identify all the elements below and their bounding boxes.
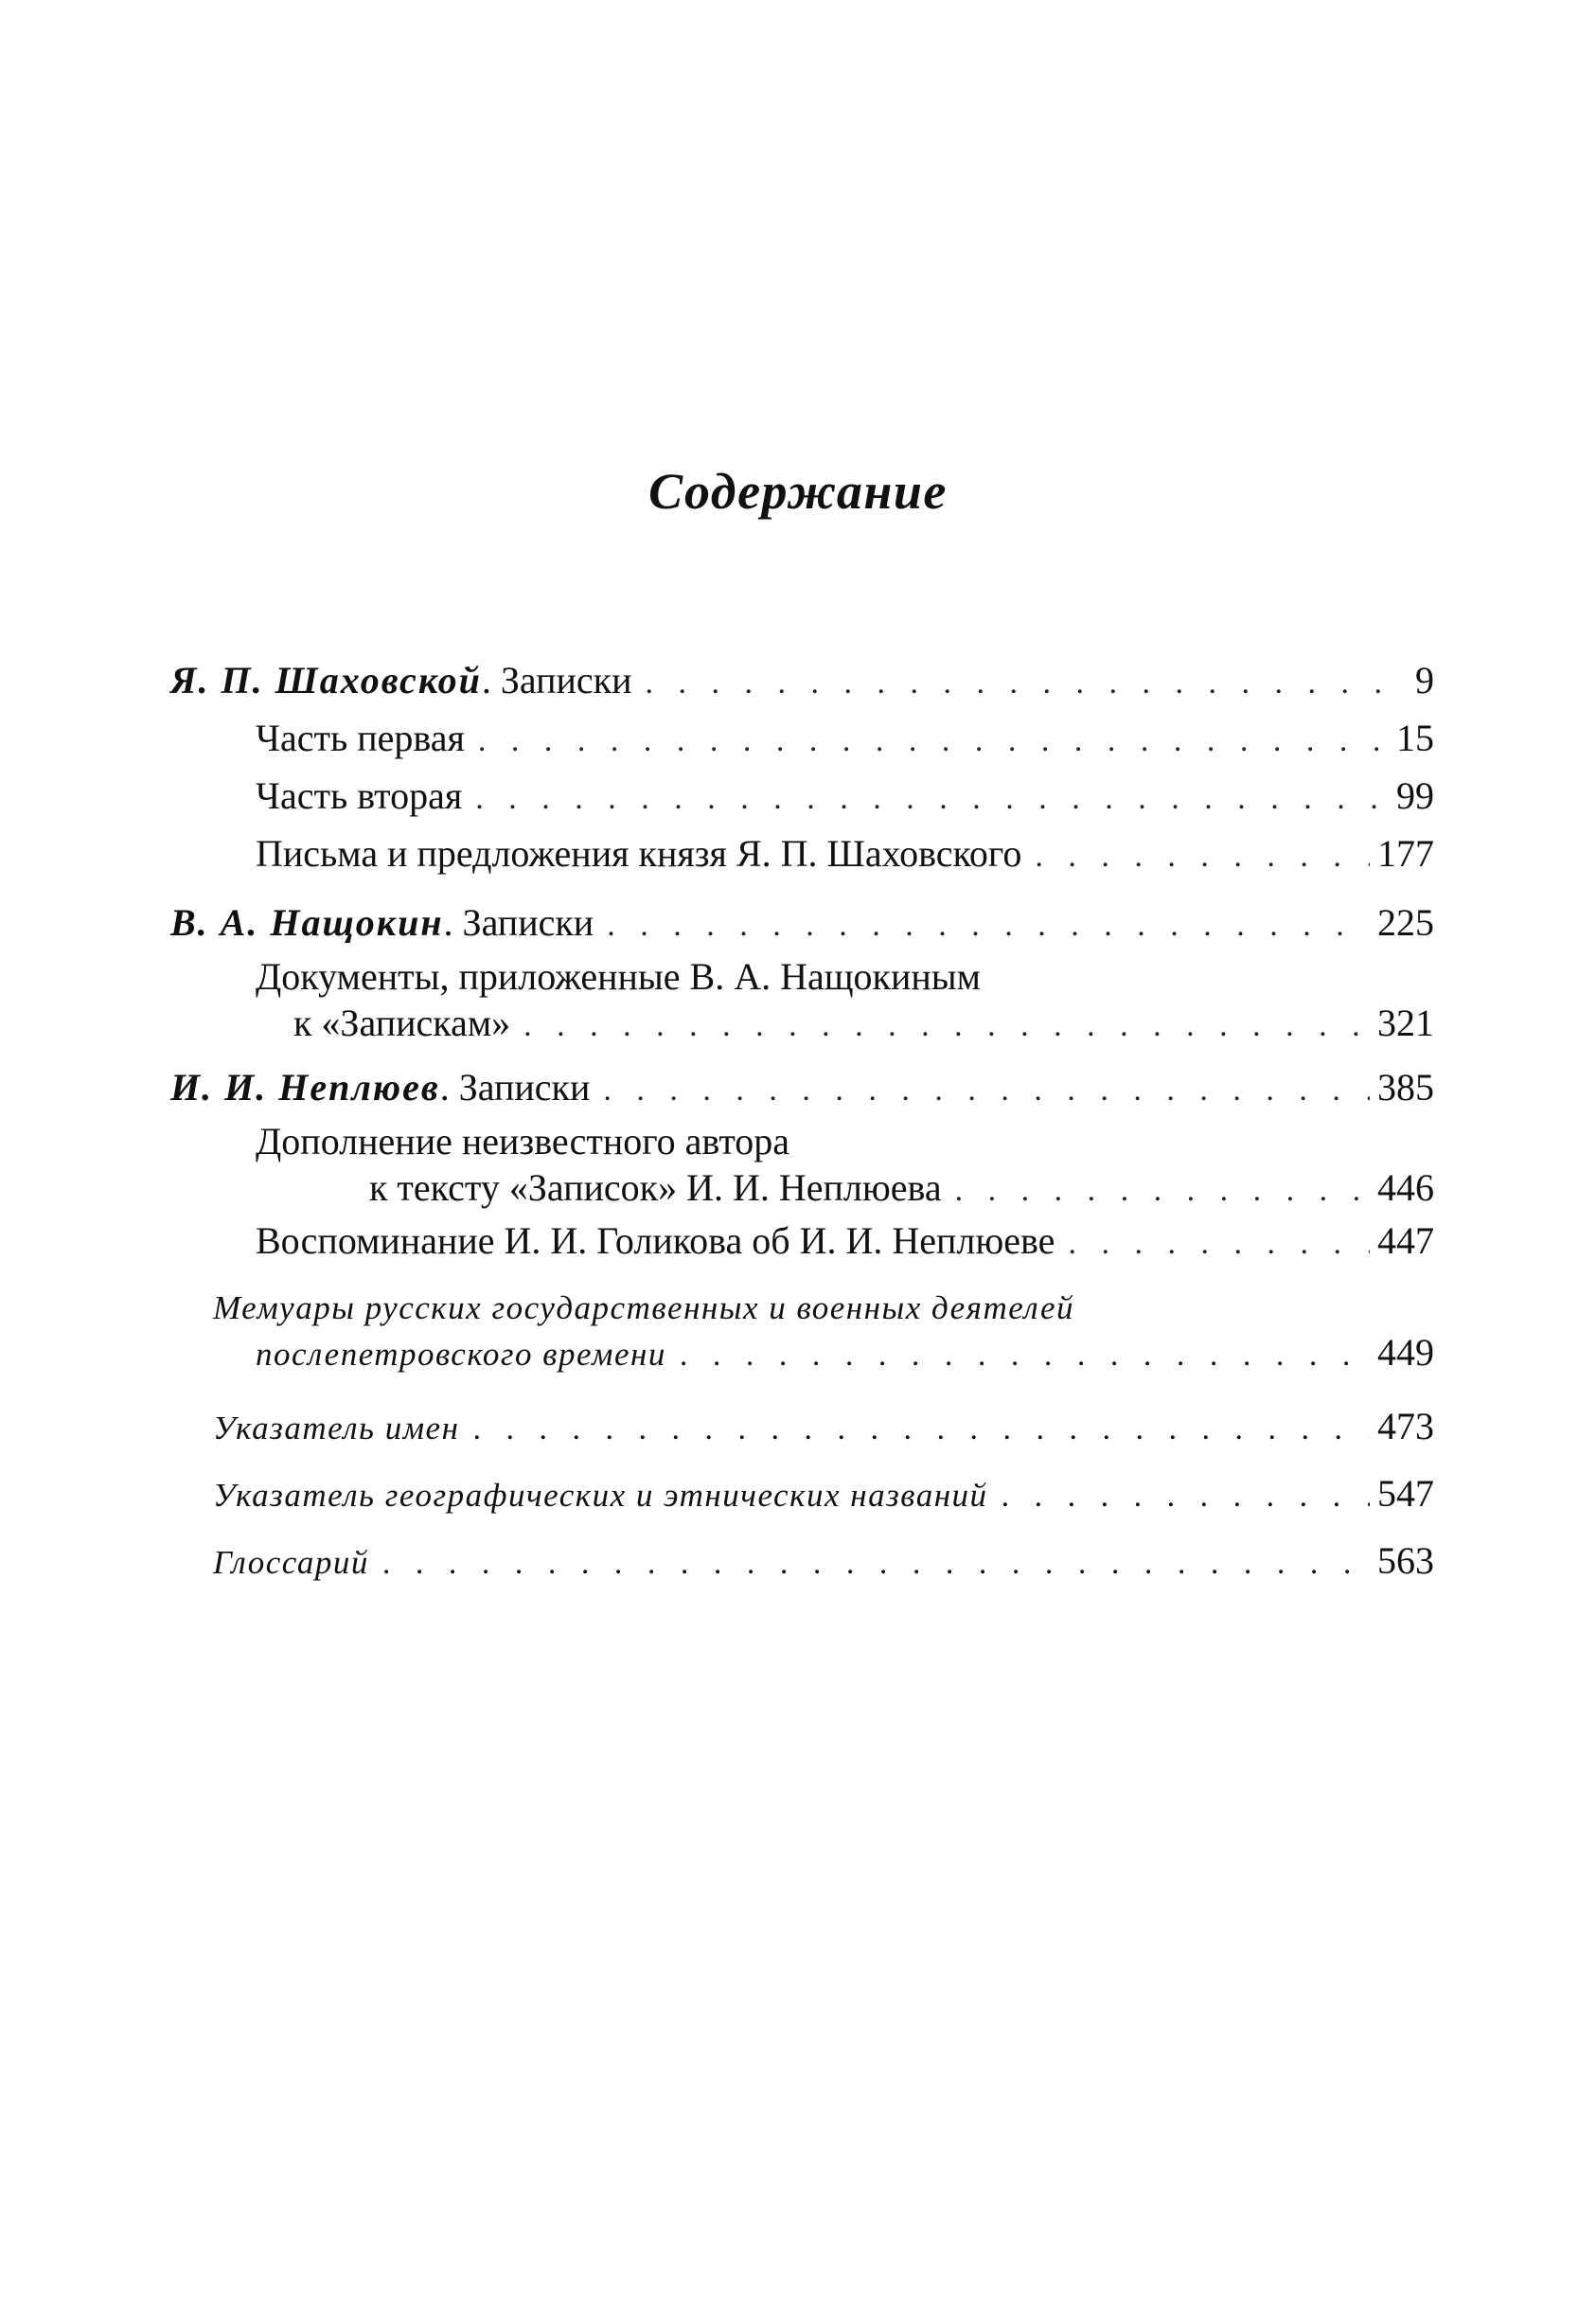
work-title: Записки — [500, 659, 632, 701]
page-number: 321 — [1377, 1002, 1434, 1044]
page-number: 385 — [1377, 1066, 1434, 1109]
toc-entry-golikov-memoir[interactable] — [170, 1214, 1434, 1271]
work-title: Записки — [462, 901, 594, 944]
toc-entry-neplyuev[interactable]: И. И. Неплюев. Записки . . . 385 — [170, 1060, 1434, 1118]
dot-leader — [475, 772, 1389, 826]
toc-entry-memoirs[interactable] — [170, 1332, 1434, 1376]
entry-label: Часть вторая — [256, 774, 463, 817]
dot-leader — [1035, 829, 1370, 884]
dot-leader — [955, 1168, 1370, 1214]
dot-leader — [607, 898, 1370, 953]
author-name: В. А. Нащокин — [170, 901, 444, 944]
entry-label-line2: к тексту «Записок» И. И. Неплюева — [369, 1166, 942, 1209]
entry-label-line2: послепетровского времени — [256, 1336, 666, 1373]
page-number: 473 — [1377, 1405, 1434, 1447]
toc-entry-name-index[interactable] — [170, 1397, 1434, 1459]
toc-entry-nashchokin-documents[interactable] — [170, 1001, 1434, 1049]
table-of-contents — [170, 653, 1434, 1593]
entry-label-line1: Дополнение неизвестного автора — [256, 1120, 790, 1162]
toc-entry-part-two[interactable] — [170, 769, 1434, 826]
dot-leader — [1002, 1467, 1370, 1526]
dot-leader — [472, 1400, 1370, 1459]
toc-entry-part-one[interactable] — [170, 711, 1434, 769]
toc-entry-neplyuev-addition[interactable] — [170, 1165, 1434, 1214]
dot-leader — [523, 1003, 1370, 1049]
entry-label: Указатель географических и этнических названий — [213, 1477, 988, 1514]
toc-entry-nashchokin[interactable]: В. А. Нащокин. Записки . . . 225 — [170, 896, 1434, 953]
dot-leader — [645, 656, 1408, 711]
page-title: Содержание — [648, 463, 948, 520]
page-number: 177 — [1377, 832, 1434, 875]
author-name: И. И. Неплюев — [170, 1066, 440, 1109]
dot-leader — [382, 1535, 1370, 1593]
entry-label: Указатель имен — [213, 1410, 460, 1446]
page-number: 446 — [1377, 1166, 1434, 1209]
author-name: Я. П. Шаховской — [170, 659, 482, 701]
toc-entry-letters[interactable] — [170, 826, 1434, 884]
work-title: Записки — [458, 1066, 591, 1109]
entry-label: Воспоминание И. И. Голикова об И. И. Неплюеве — [256, 1219, 1055, 1262]
page-number: 15 — [1396, 717, 1434, 759]
page-number: 9 — [1415, 659, 1434, 701]
toc-entry-glossary[interactable] — [170, 1532, 1434, 1593]
page-number: 449 — [1377, 1331, 1434, 1374]
toc-entry-geo-index[interactable] — [170, 1464, 1434, 1526]
dot-leader — [603, 1063, 1370, 1118]
dot-leader — [478, 714, 1389, 769]
entry-label: Глоссарий — [213, 1544, 369, 1581]
toc-entry-shakhovskoy[interactable]: Я. П. Шаховской. Записки . . . 9 — [170, 653, 1434, 711]
page-number: 447 — [1377, 1219, 1434, 1262]
dot-leader — [680, 1335, 1370, 1376]
page-number: 225 — [1377, 901, 1434, 944]
entry-label-line1: Мемуары русских государственных и военных деятелей — [213, 1289, 1075, 1326]
entry-label: Письма и предложения князя Я. П. Шаховского — [256, 832, 1022, 875]
entry-label: Часть первая — [256, 717, 465, 759]
page-number: 99 — [1396, 774, 1434, 817]
page-number: 547 — [1377, 1472, 1434, 1515]
entry-label-line1: Документы, приложенные В. А. Нащокиным — [256, 955, 981, 998]
page-number: 563 — [1377, 1539, 1434, 1582]
entry-label-line2: к «Запискам» — [293, 1002, 511, 1044]
dot-leader — [1068, 1216, 1370, 1271]
